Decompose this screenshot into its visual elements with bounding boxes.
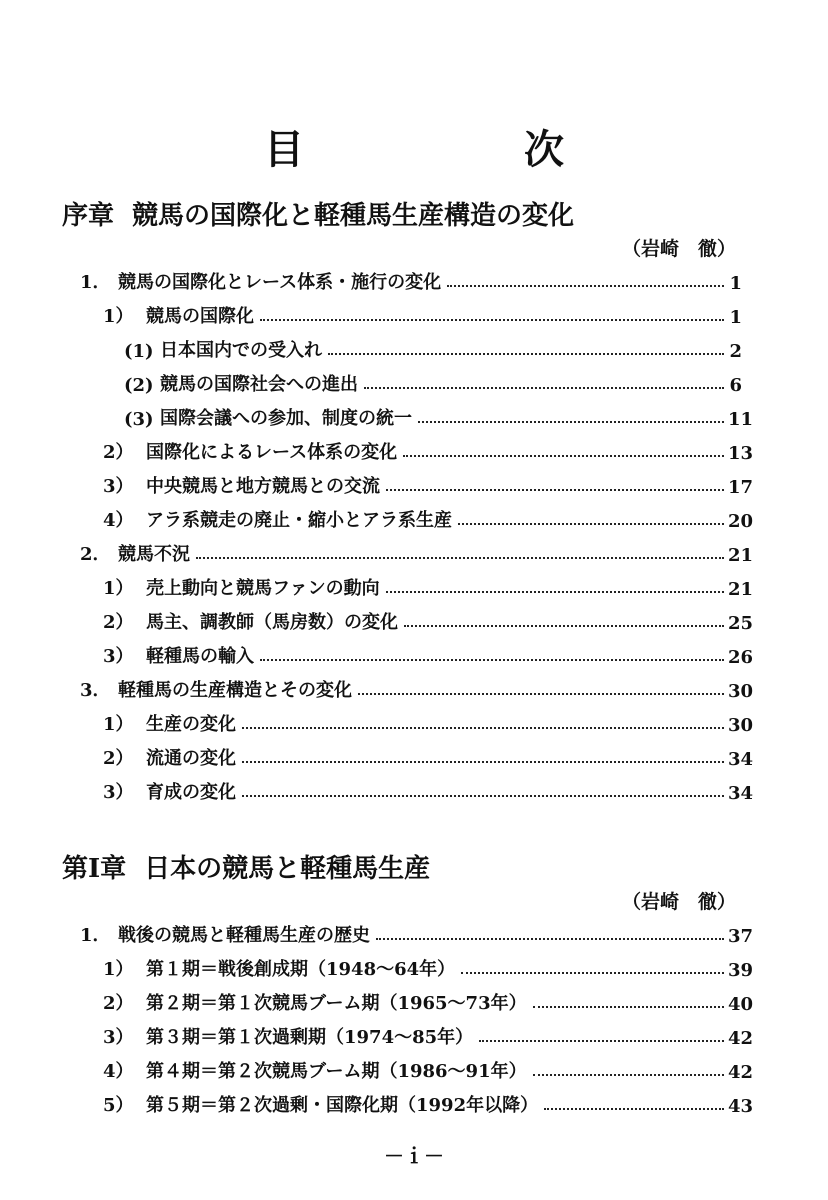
toc-entry xyxy=(0,671,828,705)
toc-entry xyxy=(0,916,828,950)
chapter-title-text: 競馬の国際化と軽種馬生産構造の変化 xyxy=(132,201,575,231)
toc-entry-page: 40 xyxy=(728,994,754,1015)
toc-entry xyxy=(0,637,828,671)
toc-entry-page: 17 xyxy=(728,477,754,498)
toc-entry-number: 4） xyxy=(103,1061,134,1082)
toc-entry-number: 2． xyxy=(80,544,111,565)
toc-entry-page: 20 xyxy=(728,511,754,532)
toc-leader-dots xyxy=(533,1054,724,1076)
toc-entry xyxy=(0,501,828,535)
toc-entry xyxy=(0,399,828,433)
toc-entry-page: 13 xyxy=(728,443,754,464)
toc-entry-number: 5） xyxy=(103,1095,134,1116)
toc-entry xyxy=(0,1018,828,1052)
toc-leader-dots xyxy=(479,1020,724,1042)
toc-entry-page: 1 xyxy=(729,273,742,294)
toc-leader-dots xyxy=(242,741,724,763)
toc-entry-number: 2） xyxy=(103,993,134,1014)
toc-leader-dots xyxy=(403,435,724,457)
toc-entry-number: 2） xyxy=(103,748,134,769)
toc-entry-page: 30 xyxy=(728,681,754,702)
toc-leader-dots xyxy=(418,401,724,423)
toc-entry xyxy=(0,535,828,569)
chapter-author: （岩崎 徹） xyxy=(621,891,736,913)
toc-entry-page: 6 xyxy=(729,375,742,396)
chapter-author: （岩崎 徹） xyxy=(621,238,736,260)
toc-leader-dots xyxy=(260,639,724,661)
toc-leader-dots xyxy=(404,605,724,627)
toc-entry-number: 3） xyxy=(103,782,134,803)
toc-leader-dots xyxy=(386,469,724,491)
toc-leader-dots xyxy=(242,775,724,797)
toc-entry-number: 2） xyxy=(103,612,134,633)
toc-entry-label: 競馬の国際社会への進出 xyxy=(160,374,358,395)
toc-entry-page: 37 xyxy=(728,926,754,947)
toc-entry-label: 第２期＝第１次競馬ブーム期（1965～73年） xyxy=(146,993,527,1014)
toc-entry-page: 43 xyxy=(728,1096,754,1117)
chapter-number: 第Ⅰ章 xyxy=(62,854,127,884)
toc-entry xyxy=(0,433,828,467)
toc-entry xyxy=(0,603,828,637)
toc-entry xyxy=(0,739,828,773)
toc-leader-dots xyxy=(196,537,724,559)
toc-leader-dots xyxy=(260,299,724,321)
toc-entry-label: 育成の変化 xyxy=(146,782,236,803)
toc-entry-number: 3） xyxy=(103,476,134,497)
toc-entry-label: アラ系競走の廃止・縮小とアラ系生産 xyxy=(146,510,452,531)
toc-entry xyxy=(0,773,828,807)
toc-entry-label: 売上動向と競馬ファンの動向 xyxy=(146,578,380,599)
toc-entry xyxy=(0,467,828,501)
toc-entry-page: 25 xyxy=(728,613,754,634)
toc-leader-dots xyxy=(242,707,724,729)
toc-entry-number: 1） xyxy=(103,959,134,980)
toc-entry-number: 3． xyxy=(80,680,111,701)
toc-entry-label: 流通の変化 xyxy=(146,748,236,769)
toc-leader-dots xyxy=(533,986,724,1008)
toc-entry-label: 軽種馬の輸入 xyxy=(146,646,254,667)
toc-entry xyxy=(0,705,828,739)
toc-leader-dots xyxy=(461,952,724,974)
toc-entry-label: 競馬の国際化 xyxy=(146,306,254,327)
toc-entry-page: 2 xyxy=(729,341,742,362)
toc-entry-page: 34 xyxy=(728,783,754,804)
toc-entry-label: 競馬の国際化とレース体系・施行の変化 xyxy=(118,272,442,293)
toc-entry-label: 第１期＝戦後創成期（1948～64年） xyxy=(146,959,456,980)
toc-entry-label: 戦後の競馬と軽種馬生産の歴史 xyxy=(118,925,370,946)
toc-entry-number: 1． xyxy=(80,272,111,293)
toc-entry xyxy=(0,297,828,331)
toc-entry-number: (1) xyxy=(124,341,154,362)
page-number: －ｉ－ xyxy=(384,1144,444,1168)
toc-entry-page: 30 xyxy=(728,715,754,736)
toc-entry-label: 第５期＝第２次過剰・国際化期（1992年以降） xyxy=(146,1095,539,1116)
toc-leader-dots xyxy=(447,265,724,287)
chapter-number: 序章 xyxy=(62,201,115,231)
toc-entry xyxy=(0,1086,828,1120)
toc-entry-page: 1 xyxy=(729,307,742,328)
toc-entry-label: 生産の変化 xyxy=(146,714,236,735)
toc-entry-page: 42 xyxy=(728,1028,754,1049)
toc-entry xyxy=(0,365,828,399)
toc-entry xyxy=(0,569,828,603)
toc-leader-dots xyxy=(328,333,724,355)
toc-entry-label: 国際化によるレース体系の変化 xyxy=(146,442,398,463)
toc-entry-page: 34 xyxy=(728,749,754,770)
toc-leader-dots xyxy=(376,918,724,940)
toc-entry xyxy=(0,263,828,297)
toc-entry-label: 第３期＝第１次過剰期（1974～85年） xyxy=(146,1027,474,1048)
toc-entry-number: 1） xyxy=(103,306,134,327)
toc-entry-label: 国際会議への参加、制度の統一 xyxy=(160,408,412,429)
toc-entry-number: (2) xyxy=(124,375,154,396)
toc-entry xyxy=(0,331,828,365)
toc-leader-dots xyxy=(458,503,724,525)
toc-entry-page: 42 xyxy=(728,1062,754,1083)
toc-leader-dots xyxy=(358,673,724,695)
chapter-heading xyxy=(62,848,430,885)
toc-entry-number: (3) xyxy=(124,409,154,430)
toc-entry-page: 21 xyxy=(728,545,754,566)
toc-entry-number: 1） xyxy=(103,578,134,599)
toc-entry-number: 1） xyxy=(103,714,134,735)
toc-entry-label: 第４期＝第２次競馬ブーム期（1986～91年） xyxy=(146,1061,527,1082)
toc-entry-label: 軽種馬の生産構造とその変化 xyxy=(118,680,352,701)
chapter-heading xyxy=(62,195,574,232)
toc-entry-number: 3） xyxy=(103,646,134,667)
toc-entry-number: 4） xyxy=(103,510,134,531)
toc-entry-page: 11 xyxy=(728,409,754,430)
chapter-title-text: 日本の競馬と軽種馬生産 xyxy=(144,854,431,884)
toc-entry-label: 中央競馬と地方競馬との交流 xyxy=(146,476,380,497)
toc-entry xyxy=(0,950,828,984)
toc-entry-number: 2） xyxy=(103,442,134,463)
page-title: 目 次 xyxy=(264,126,654,173)
toc-leader-dots xyxy=(544,1088,724,1110)
toc-entry-number: 3） xyxy=(103,1027,134,1048)
toc-entry xyxy=(0,984,828,1018)
toc-leader-dots xyxy=(386,571,724,593)
toc-entry-label: 馬主、調教師（馬房数）の変化 xyxy=(146,612,398,633)
toc-entry-page: 39 xyxy=(728,960,754,981)
toc-entry-number: 1． xyxy=(80,925,111,946)
toc-leader-dots xyxy=(364,367,724,389)
toc-entry-label: 競馬不況 xyxy=(118,544,190,565)
toc-entry-page: 21 xyxy=(728,579,754,600)
toc-entry-label: 日本国内での受入れ xyxy=(160,340,322,361)
toc-entry-page: 26 xyxy=(728,647,754,668)
toc-entry xyxy=(0,1052,828,1086)
